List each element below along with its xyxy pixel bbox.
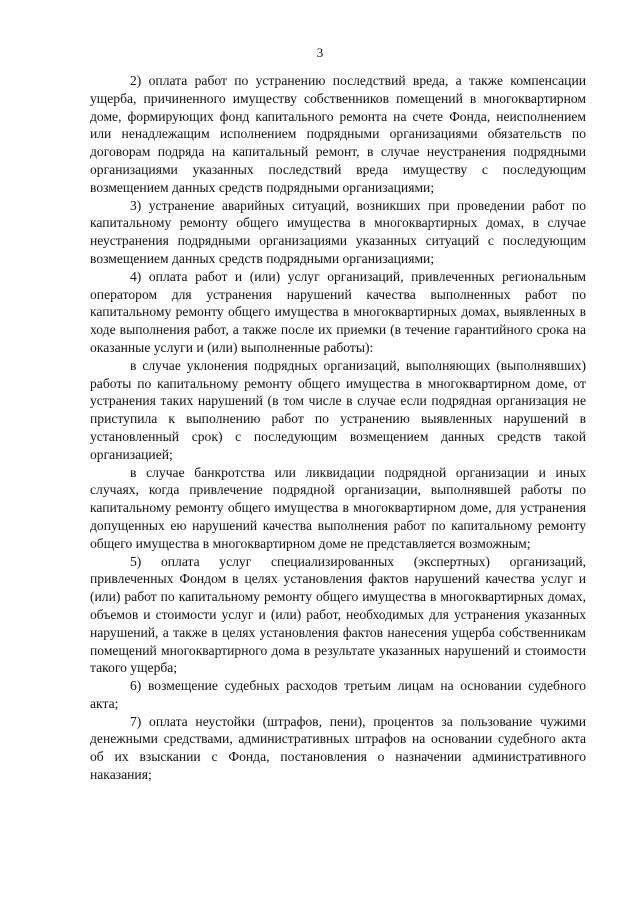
paragraph-item-7: 7) оплата неустойки (штрафов, пени), процентов за пользование чужими денежными средствами, административных штрафов на основании судебного акта об их взыскании с Фонда, постановления о назначении административного наказания;: [90, 713, 586, 783]
paragraph-item-6: 6) возмещение судебных расходов третьим лицам на основании судебного акта;: [90, 678, 586, 711]
document-body: [90, 72, 586, 784]
paragraph-item-4-subcase-evasion: в случае уклонения подрядных организаций, выполняющих (выполнявших) работы по капитальному ремонту общего имущества в многоквартирном доме, от устранения таких нарушений (в том числе в случае если подрядная организация не приступила к выполнению работ по устранению выявленных нарушений в установленный срок) с последующим возмещением данных средств такой организацией;: [90, 357, 586, 462]
paragraph-item-4-subcase-bankruptcy: в случае банкротства или ликвидации подрядной организации и иных случаях, когда привлечение подрядной организации, выполнявшей работы по капитальному ремонту общего имущества в многоквартирном доме, для устранения допущенных ею нарушений качества выполнения работ по капитальному ремонту общего имущества в многоквартирном доме не представляется возможным;: [90, 464, 586, 551]
paragraph-item-3: 3) устранение аварийных ситуаций, возникших при проведении работ по капитальному ремонту общего имущества в многоквартирных домах, в случае неустранения подрядными организациями указанных ситуаций с последующим возмещением данных средств подрядными организациями;: [90, 197, 586, 266]
page-number: 3: [316, 45, 324, 60]
paragraph-item-5: 5) оплата услуг специализированных (экспертных) организаций, привлеченных Фондом в целях установления фактов нарушений качества услуг и (или) работ по капитальному ремонту общего имущества в многоквартирных домах, объемов и стоимости услуг и (или) работ, необходимых для устранения указанных нарушений, а также в целях установления фактов нанесения ущерба собственникам помещений многоквартирного дома в результате указанных нарушений и стоимости такого ущерба;: [90, 553, 586, 676]
paragraph-item-2: 2) оплата работ по устранению последствий вреда, а также компенсации ущерба, причиненного имуществу собственников помещений в многоквартирном доме, формирующих фонд капитального ремонта на счете Фонда, неисполнением или ненадлежащим исполнением подрядными организациями обязательств по договорам подряда на капитальный ремонт, в случае неустранения подрядными организациями указанных последствий вреда имуществу с последующим возмещением данных средств подрядными организациями;: [90, 73, 586, 195]
paragraph-item-4: 4) оплата работ и (или) услуг организаций, привлеченных региональным оператором для устранения нарушений качества выполненных работ по капитальному ремонту общего имущества в многоквартирных домах, выявленных в ходе выполнения работ, а также после их приемки (в течение гарантийного срока на оказанные услуги и (или) выполненные работы):: [90, 268, 586, 355]
